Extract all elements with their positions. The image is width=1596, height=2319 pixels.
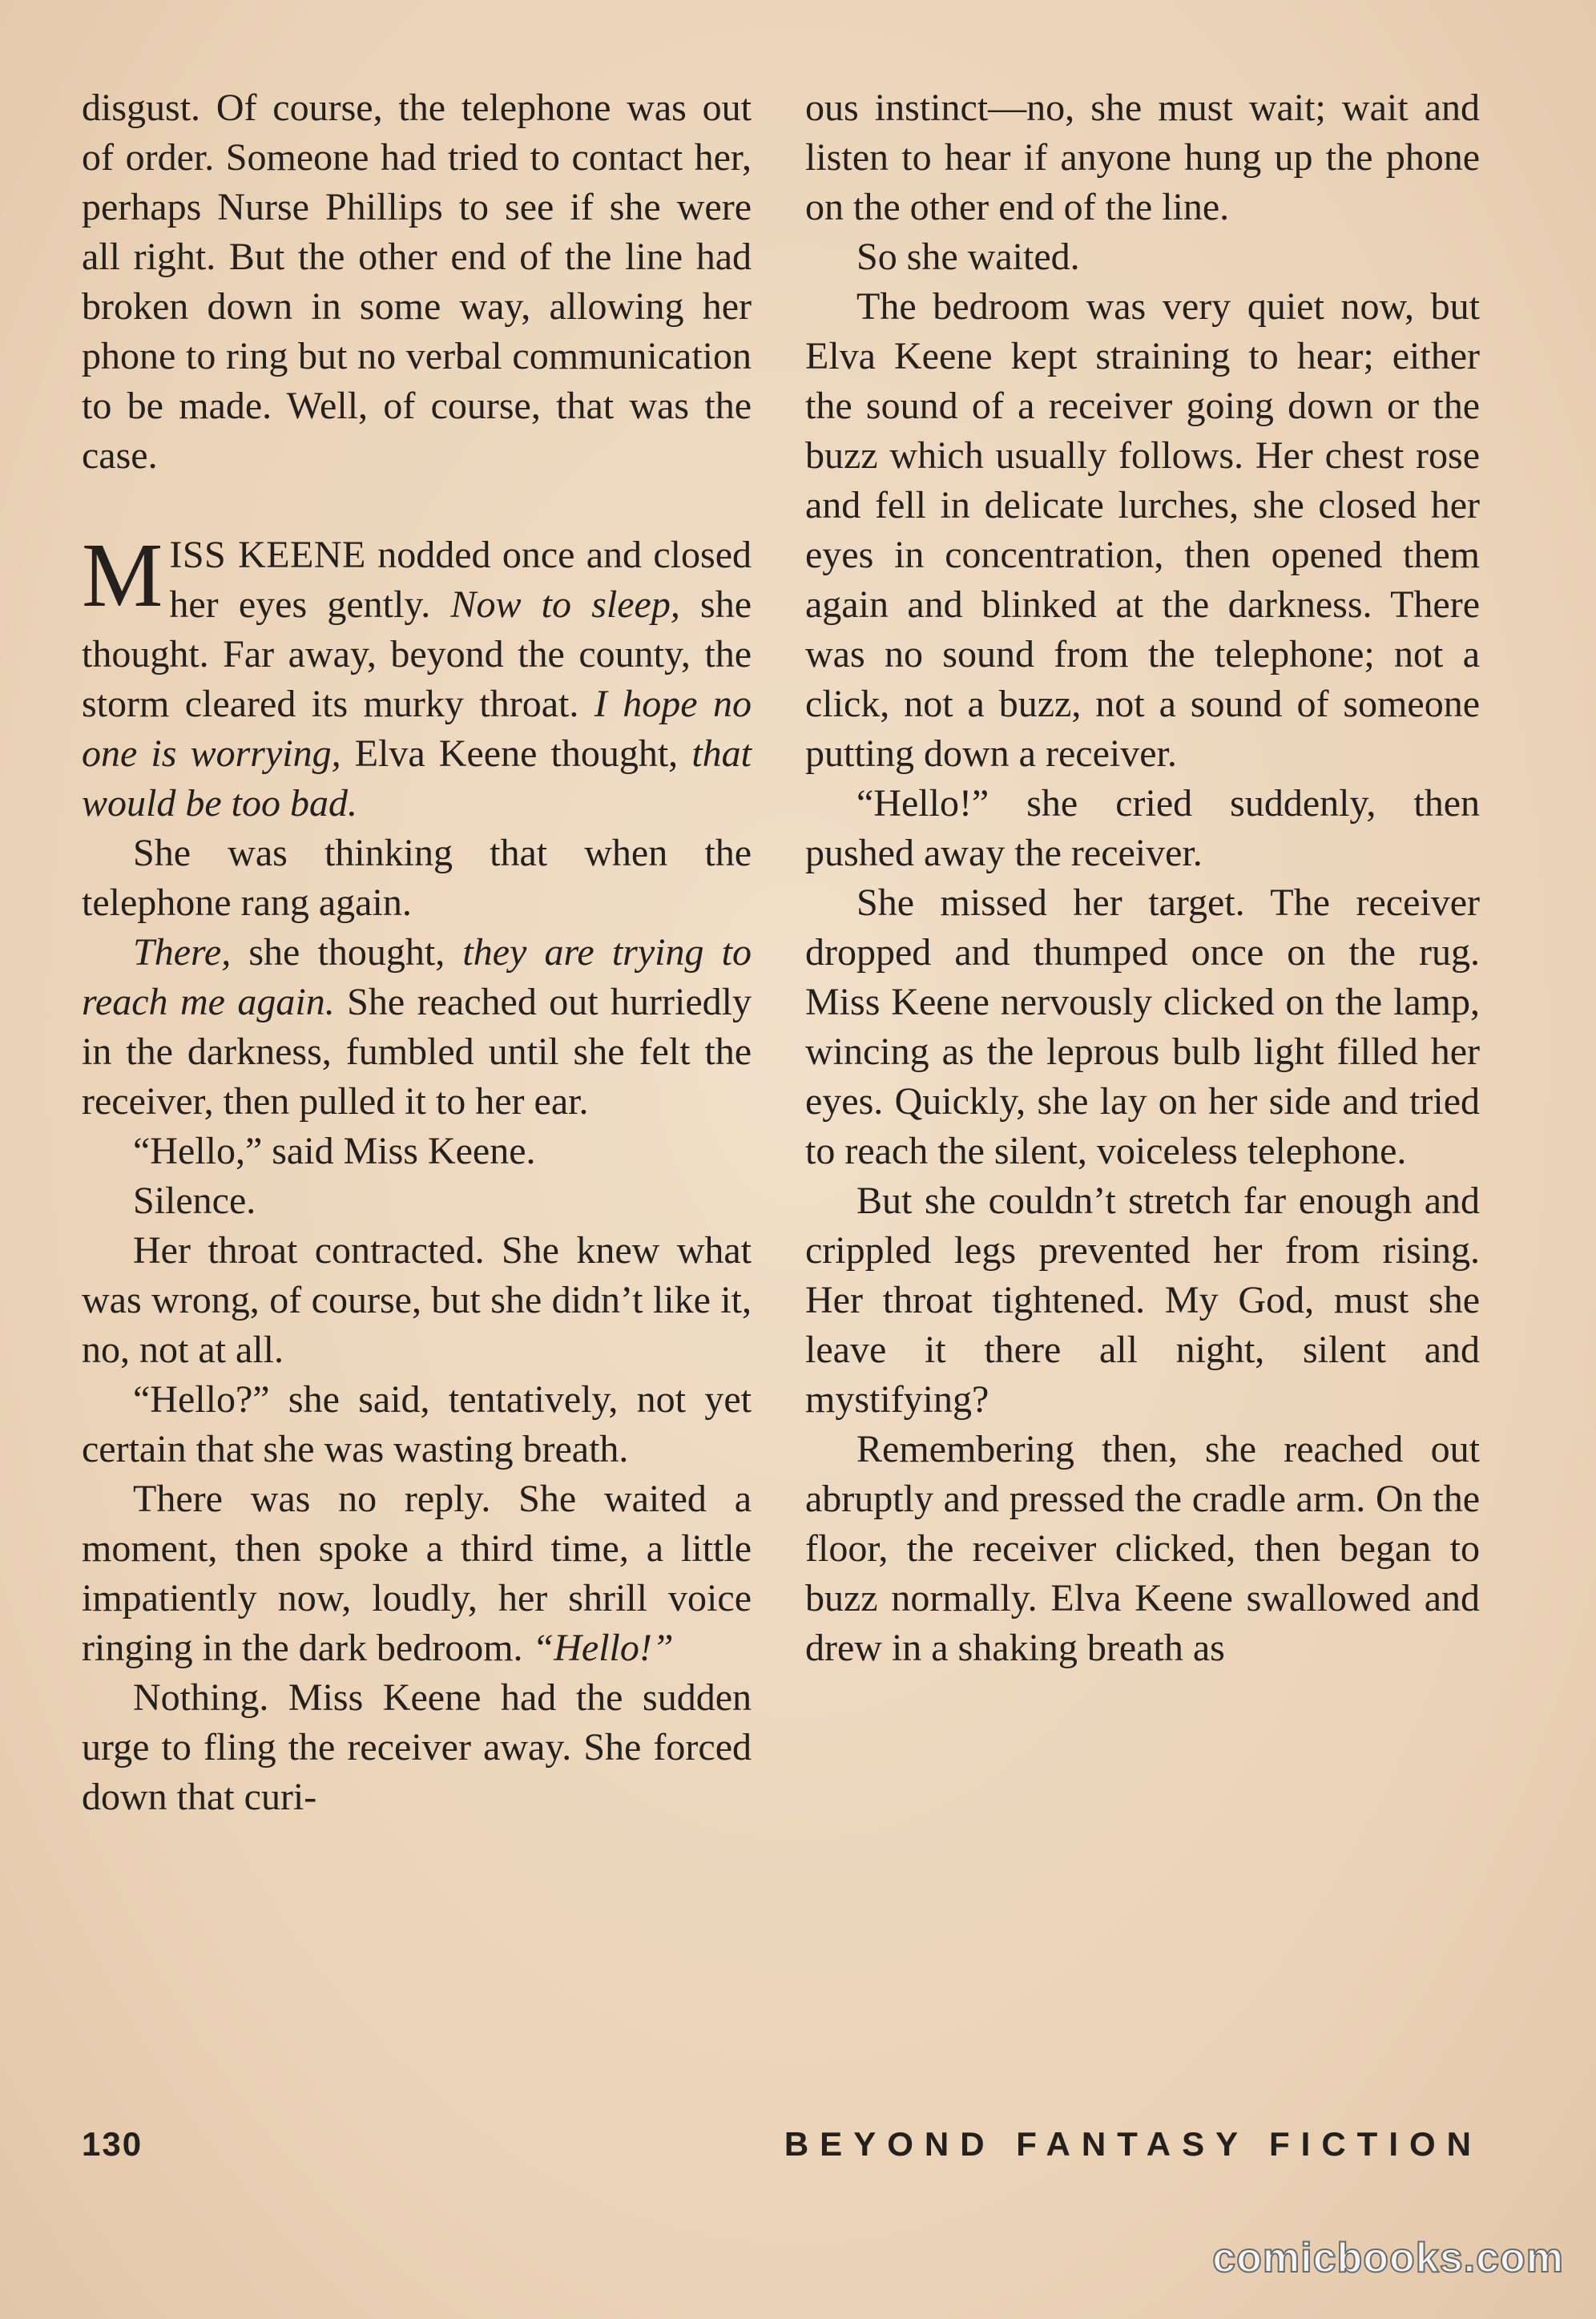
paragraph: So she waited.	[856, 236, 1080, 278]
paragraph-section-start	[82, 524, 752, 829]
paragraph: Nothing. Miss Keene had the sudden urge to fling the receiver away. She forced down that curi-	[82, 1676, 752, 1818]
paragraph	[82, 928, 752, 1127]
paragraph: She missed her target. The receiver dropped and thumped once on the rug. Miss Keene nervously clicked on the lamp, wincing as the leprous bulb light filled her eyes. Quickly, she lay on her side and tried to reach the silent, voiceless telephone.	[805, 881, 1480, 1172]
paragraph: “Hello,” said Miss Keene.	[133, 1130, 536, 1172]
italic-text: that would be too bad.	[82, 732, 752, 825]
page-footer	[82, 2125, 1482, 2173]
paragraph	[82, 1474, 752, 1673]
paragraph: Remembering then, she reached out abruptly and pressed the cradle arm. On the floor, the receiver clicked, then began to buzz normally. Elva Keene swallowed and drew in a shaking breath as	[805, 1428, 1480, 1669]
text-run: she thought. Far away, beyond the county, the storm cleared its murky throat.	[82, 583, 752, 725]
paragraph: “Hello!” she cried suddenly, then pushed away the receiver.	[805, 782, 1480, 874]
italic-text: “Hello!”	[532, 1627, 674, 1669]
text-run: She reached out hurriedly in the darkness, fumbled until she felt the receiver, then pulled it to her ear.	[82, 981, 752, 1123]
text-run: Elva Keene thought,	[341, 732, 692, 775]
paragraph: “Hello?” she said, tentatively, not yet certain that she was wasting breath.	[82, 1378, 752, 1470]
small-caps-name: ISS KEENE	[169, 534, 366, 576]
text-run: nodded once and closed her eyes gently.	[169, 534, 752, 626]
running-title: BEYOND FANTASY FICTION	[784, 2125, 1482, 2163]
text-run: she thought,	[231, 931, 463, 974]
watermark: comicbooks.com	[1212, 2235, 1564, 2281]
paragraph: Her throat contracted. She knew what was wrong, of course, but she didn’t like it, no, not at all.	[82, 1229, 752, 1371]
paragraph: She was thinking that when the telephone rang again.	[82, 832, 752, 924]
paragraph: Silence.	[133, 1180, 256, 1222]
paragraph: disgust. Of course, the telephone was out of order. Someone had tried to contact her, perhaps Nurse Phillips to see if she were all right. But the other end of the line had broken down in some way, allowing her phone to ring but no verbal communication to be made. Well, of course, that was the case.	[82, 87, 752, 477]
italic-text: I hope no one is worrying,	[82, 683, 752, 775]
italic-text: Now to sleep,	[450, 583, 680, 626]
page-number: 130	[82, 2125, 143, 2163]
paragraph: But she couldn’t stretch far enough and crippled legs prevented her from rising. Her throat tightened. My God, must she leave it there all night, silent and mystifying?	[805, 1180, 1480, 1421]
left-text-column	[82, 83, 752, 1822]
paragraph: ous instinct—no, she must wait; wait and listen to hear if anyone hung up the phone on the other end of the line.	[805, 87, 1480, 228]
italic-text: they are trying to reach me again.	[82, 931, 752, 1023]
right-text-column	[805, 83, 1480, 1673]
italic-text: There,	[133, 931, 232, 974]
paragraph: The bedroom was very quiet now, but Elva Keene kept straining to hear; either the sound of a receiver going down or the buzz which usually follows. Her chest rose and fell in delicate lurches, she closed her eyes in concentration, then opened them again and blinked at the darkness. There was no sound from the telephone; not a click, not a buzz, not a sound of someone putting down a receiver.	[805, 285, 1480, 775]
text-run: There was no reply. She waited a moment, then spoke a third time, a little impatiently now, loudly, her shrill voice ringing in the dark bedroom.	[82, 1478, 752, 1669]
drop-cap: M	[82, 524, 163, 626]
